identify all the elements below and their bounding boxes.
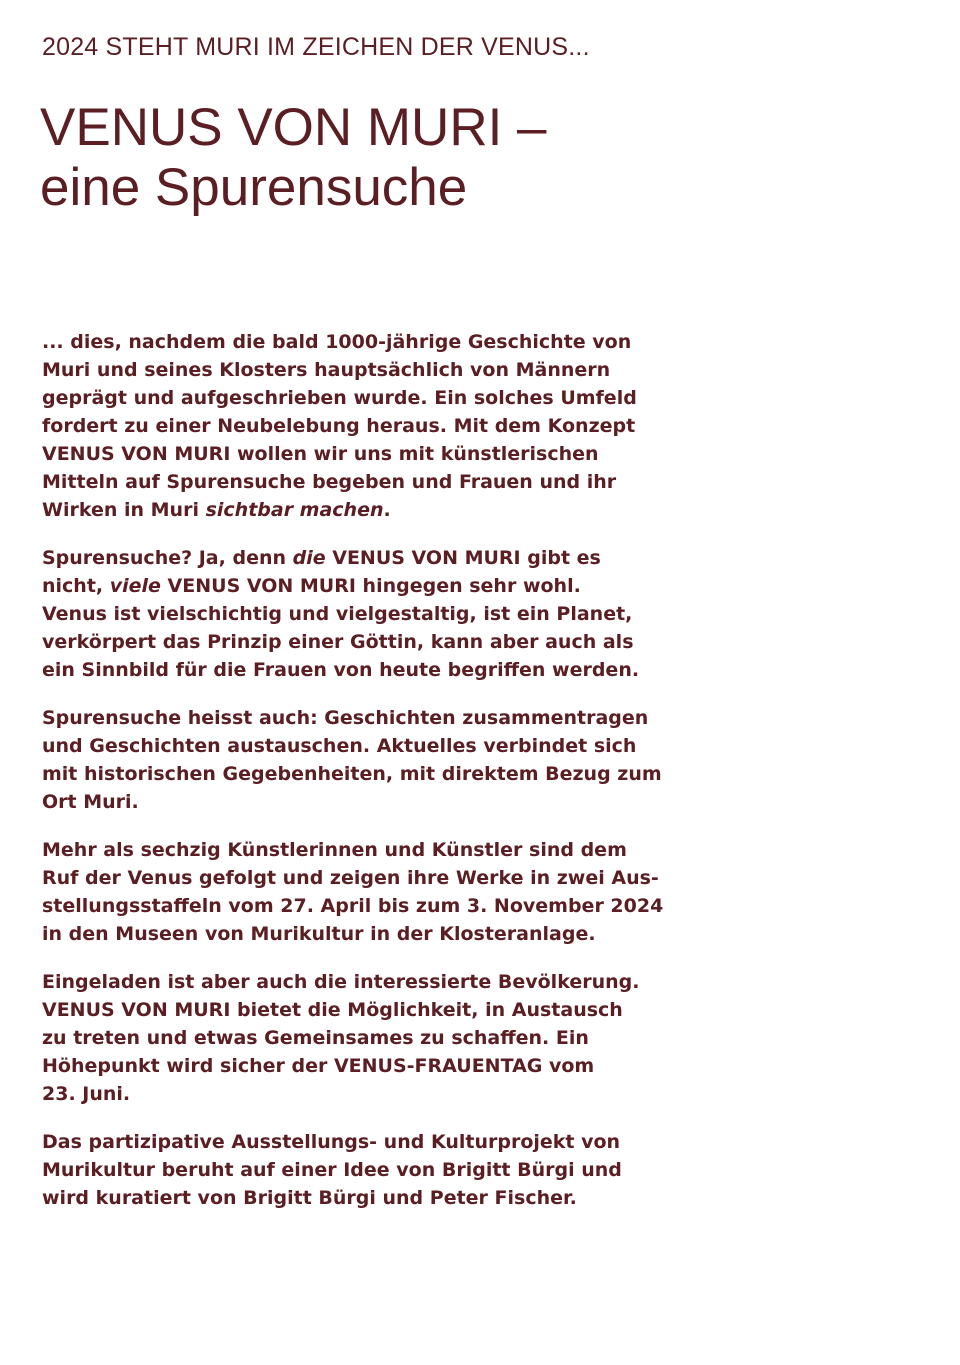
emphasis-text: viele [109, 575, 161, 597]
text-line [42, 1128, 662, 1156]
paragraph [42, 544, 662, 684]
text-segment: Spurensuche? Ja, denn [42, 547, 293, 569]
text-line [42, 1024, 662, 1052]
text-segment: verkörpert das Prinzip einer Göttin, kann aber auch als [42, 631, 634, 653]
text-line [42, 1080, 662, 1108]
text-line [42, 628, 662, 656]
text-line [42, 412, 662, 440]
text-segment: VENUS VON MURI wollen wir uns mit künstlerischen [42, 443, 599, 465]
text-line [42, 1156, 662, 1184]
text-segment: fordert zu einer Neubelebung heraus. Mit dem Konzept [42, 415, 636, 437]
text-segment: ein Sinnbild für die Frauen von heute begriffen werden. [42, 659, 640, 681]
text-line [42, 384, 662, 412]
text-segment: Muri und seines Klosters hauptsächlich von Männern [42, 359, 611, 381]
text-line [42, 864, 662, 892]
text-segment: . [383, 499, 391, 521]
text-line [42, 544, 662, 572]
text-segment: Venus ist vielschichtig und vielgestaltig, ist ein Planet, [42, 603, 633, 625]
text-segment: VENUS VON MURI gibt es [325, 547, 601, 569]
text-segment: ... dies, nachdem die bald 1000-jährige Geschichte von [42, 331, 632, 353]
text-line [42, 892, 662, 920]
text-segment: Ruf der Venus gefolgt und zeigen ihre Werke in zwei Aus- [42, 867, 659, 889]
title-line-1: VENUS VON MURI – [40, 98, 547, 157]
text-line [42, 704, 662, 732]
text-segment: mit historischen Gegebenheiten, mit direktem Bezug zum [42, 763, 662, 785]
text-line [42, 356, 662, 384]
text-line [42, 468, 662, 496]
text-segment: in den Museen von Murikultur in der Klosteranlage. [42, 923, 596, 945]
text-segment: und Geschichten austauschen. Aktuelles verbindet sich [42, 735, 637, 757]
text-line [42, 1184, 662, 1212]
paragraph [42, 968, 662, 1108]
page-title [40, 98, 547, 218]
title-line-2: eine Spurensuche [40, 158, 468, 217]
kicker-heading: 2024 STEHT MURI IM ZEICHEN DER VENUS... [42, 33, 590, 61]
text-line [42, 968, 662, 996]
text-line [42, 572, 662, 600]
text-line [42, 996, 662, 1024]
text-segment: Mitteln auf Spurensuche begeben und Frauen und ihr [42, 471, 617, 493]
text-line [42, 440, 662, 468]
text-line [42, 920, 662, 948]
text-line [42, 600, 662, 628]
text-segment: Mehr als sechzig Künstlerinnen und Künstler sind dem [42, 839, 627, 861]
text-segment: VENUS VON MURI bietet die Möglichkeit, in Austausch [42, 999, 623, 1021]
text-segment: stellungsstaffeln vom 27. April bis zum 3. November 2024 [42, 895, 664, 917]
text-line [42, 788, 662, 816]
text-segment: VENUS VON MURI hingegen sehr wohl. [160, 575, 581, 597]
text-segment: zu treten und etwas Gemeinsames zu schaffen. Ein [42, 1027, 589, 1049]
text-line [42, 732, 662, 760]
text-segment: Eingeladen ist aber auch die interessierte Bevölkerung. [42, 971, 640, 993]
text-segment: Das partizipative Ausstellungs- und Kulturprojekt von [42, 1131, 621, 1153]
emphasis-text: die [292, 547, 326, 569]
text-line [42, 328, 662, 356]
emphasis-text: sichtbar machen [205, 499, 384, 521]
text-segment: Wirken in Muri [42, 499, 206, 521]
text-segment: geprägt und aufgeschrieben wurde. Ein solches Umfeld [42, 387, 637, 409]
text-segment: Ort Muri. [42, 791, 139, 813]
text-segment: wird kuratiert von Brigitt Bürgi und Peter Fischer. [42, 1187, 577, 1209]
text-line [42, 1052, 662, 1080]
paragraph [42, 836, 662, 948]
paragraph [42, 704, 662, 816]
text-line [42, 760, 662, 788]
paragraph [42, 328, 662, 524]
text-line [42, 836, 662, 864]
text-segment: nicht, [42, 575, 110, 597]
text-line [42, 496, 662, 524]
body-text [42, 328, 662, 1232]
paragraph [42, 1128, 662, 1212]
text-segment: Murikultur beruht auf einer Idee von Brigitt Bürgi und [42, 1159, 622, 1181]
text-segment: Spurensuche heisst auch: Geschichten zusammentragen [42, 707, 649, 729]
text-segment: 23. Juni. [42, 1083, 131, 1105]
text-segment: Höhepunkt wird sicher der VENUS-FRAUENTAG vom [42, 1055, 595, 1077]
text-line [42, 656, 662, 684]
